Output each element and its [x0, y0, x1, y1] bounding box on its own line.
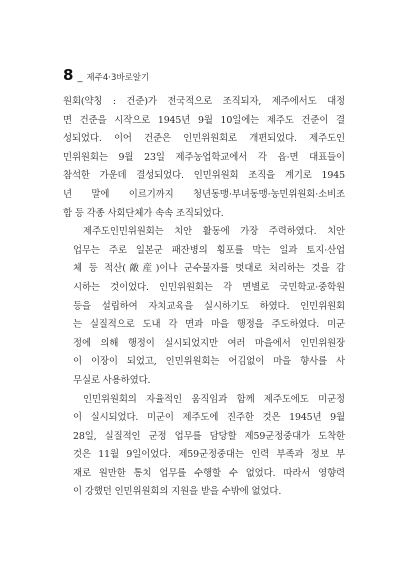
running-header [63, 66, 149, 84]
page-number: 8 [63, 66, 74, 84]
text-line: 참석한 가운데 결성되었다. 인민위원회 조직을 계기로 1945 [63, 170, 345, 182]
text-line: 이 강했던 인민위원회의 지원을 받을 수밖에 없었다. [73, 486, 282, 498]
text-line: 28일, 실질적인 군정 업무를 담당할 제59군정중대가 도착한 [73, 430, 345, 442]
text-line: 것은 11월 9일이었다. 제59군정중대는 인력 부족과 정보 부 [73, 449, 345, 461]
text-line: 합 등 각종 사회단체가 속속 조직되었다. [63, 207, 224, 219]
text-line: 재로 원만한 통치 업무를 수행할 수 없었다. 따라서 영향력 [73, 467, 345, 479]
text-line: 성되었다. 이어 건준은 인민위원회로 개편되었다. 제주도인 [63, 133, 345, 145]
paragraph [63, 223, 345, 390]
text-line: 등을 설립하여 자치교육을 실시하기도 하였다. 인민위원회 [73, 300, 345, 312]
text-line: 면 건준을 시작으로 1945년 9월 10일에는 제주도 건준이 결 [63, 114, 345, 126]
text-line: 업무는 주로 일본군 패잔병의 횡포를 막는 일과 토지·산업 [73, 244, 345, 256]
text-line: 원회(약칭 : 건준)가 전국적으로 조직되자, 제주에서도 대정 [63, 96, 345, 107]
body-text [63, 93, 345, 502]
text-line: 이 실시되었다. 미군이 제주도에 진주한 것은 1945년 9월 [73, 412, 345, 424]
text-line: 시하는 것이었다. 인민위원회는 각 면별로 국민학교·중학원 [73, 281, 345, 293]
paragraph [63, 391, 345, 503]
text-line: 체 등 적산(敵産)이나 군수물자를 멋대로 처리하는 것을 감 [73, 263, 345, 275]
text-line: 무실로 사용하였다. [73, 374, 151, 386]
text-line: 정에 의해 행정이 실시되었지만 여러 마을에서 인민위원장 [73, 337, 345, 349]
text-line: 이 이장이 되었고, 인민위원회는 어김없이 마을 향사를 사 [73, 356, 345, 368]
text-line: 는 실질적으로 도내 각 면과 마을 행정을 주도하였다. 미군 [73, 319, 345, 331]
paragraph [63, 93, 345, 223]
text-line: 제주도인민위원회는 치안 활동에 가장 주력하였다. 치안 [83, 226, 345, 238]
header-separator: _ [77, 72, 83, 83]
text-line: 년 말에 이르기까지 청년동맹·부녀동맹·농민위원회·소비조 [63, 188, 345, 200]
text-line: 민위원회는 9월 23일 제주농업학교에서 각 읍·면 대표들이 [63, 151, 345, 163]
text-line: 인민위원회의 자율적인 움직임과 함께 제주도에도 미군정 [83, 393, 345, 405]
running-title: 제주4·3바로알기 [86, 73, 150, 83]
